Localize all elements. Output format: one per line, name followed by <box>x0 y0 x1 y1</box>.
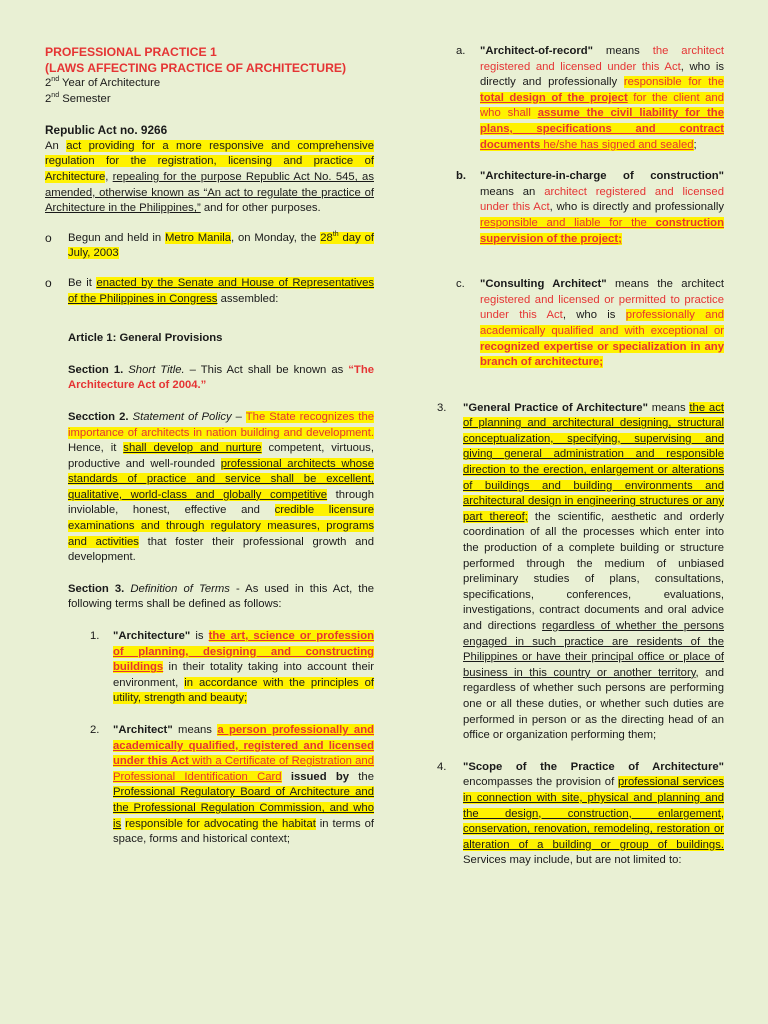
title-line-2: (LAWS AFFECTING PRACTICE OF ARCHITECTURE) <box>45 61 347 75</box>
semester-line: 2nd Semester <box>45 91 111 105</box>
definition-architect: 2. "Architect" means a person professionally and academically qualified, registered and licensed under this Act with a Certificate of Registration and Professional Identification Card issued by the Professional Regulatory Board of Architecture and the Professional Regulation Commission, and who is responsible for advocating the habitat in terms of space, forms and historical context; <box>90 724 375 846</box>
section-1: Section 1. Short Title. – This Act shall be known as “The Architecture Act of 2004.” <box>68 363 374 392</box>
republic-act-paragraph: An act providing for a more responsive and comprehensive regulation for the registration, licensing and practice of Architecture, repealing for the purpose Republic Act No. 545, as amended, otherwise known as “An act to regulate the practice of Architecture in the Philippines,” and for other purposes. <box>45 139 374 215</box>
article-heading: Article 1: General Provisions <box>68 332 223 345</box>
definition-consulting-architect: c. "Consulting Architect" means the architect registered and licensed or permitted to practice under this Act, who is professionally and academically qualified and with exceptional or recognized expertise or specialization in any branch of architecture; <box>456 278 725 369</box>
definition-architect-in-charge: b. "Architecture-in-charge of construction" means an architect registered and licensed under this Act, who is directly and professionally responsible and liable for the construction supervision of the project; <box>456 170 725 245</box>
definition-scope-of-practice: 4. "Scope of the Practice of Architecture" encompasses the provision of professional services in connection with site, physical and planning and the design, construction, enlargement, conservation, renovation, remodeling, restoration or alteration of a building or group of buildings. Services may include, but are not limited to: <box>437 760 725 867</box>
left-column <box>45 44 374 848</box>
title-line-1: PROFESSIONAL PRACTICE 1 <box>45 45 217 59</box>
document-title <box>45 44 374 76</box>
bullet-item-begun: o Begun and held in Metro Manila, on Monday, the 28th day of July, 2003 <box>45 230 374 260</box>
definition-architecture: 1. "Architecture" is the art, science or profession of planning, designing and constructing buildings in their totality taking into account their environment, in accordance with the principles of utility, strength and beauty; <box>90 630 374 705</box>
definition-general-practice: 3. "General Practice of Architecture" means the act of planning and architectural designing, structural conceptualization, specifying, supervising and giving general administration and responsible direction to the erection, enlargement or alterations of buildings and building environments and architectural design in engineering structures or any part thereof; the scientific, aesthetic and orderly coordination of all the processes which enter into the production of a complete building or structure performed through the medium of unbiased preliminary studies of plans, consultations, specifications, conferences, evaluations, investigations, contract documents and oral advice and directions regardless of whether the persons engaged in such practice are residents of the Philippines or have their principal office or place of business in this country or another territory, and regardless of whether such persons are performing one or all these duties, or whether such duties are performed in person or as the directing head of an office or organization performing them; <box>437 401 724 742</box>
republic-act-heading: Republic Act no. 9266 <box>45 123 168 138</box>
section-3: Section 3. Definition of Terms - As used in this Act, the following terms shall be defined as follows: <box>68 582 375 611</box>
bullet-item-enacted: o Be it enacted by the Senate and House of Representatives of the Philippines in Congress assembled: <box>45 275 374 305</box>
definition-architect-of-record: a. "Architect-of-record" means the architect registered and licensed under this Act, who is directly and professionally responsible for the total design of the project for the client and who shall assume the civil liability for the plans, specifications and contract documents he/she has signed and sealed; <box>456 45 725 151</box>
year-line: 2nd Year of Architecture <box>45 76 161 89</box>
right-column <box>437 44 724 869</box>
section-2: Secction 2. Statement of Policy – The State recognizes the importance of architects in nation building and development. Hence, it shall develop and nurture competent, virtuous, productive and well-rounded professional architects whose standards of practice and service shall be excellent, qualitative, world-class and globally competitive through inviolable, honest, effective and credible licensure examinations and through regulatory measures, programs and activities that foster their professional growth and development. <box>68 410 375 564</box>
